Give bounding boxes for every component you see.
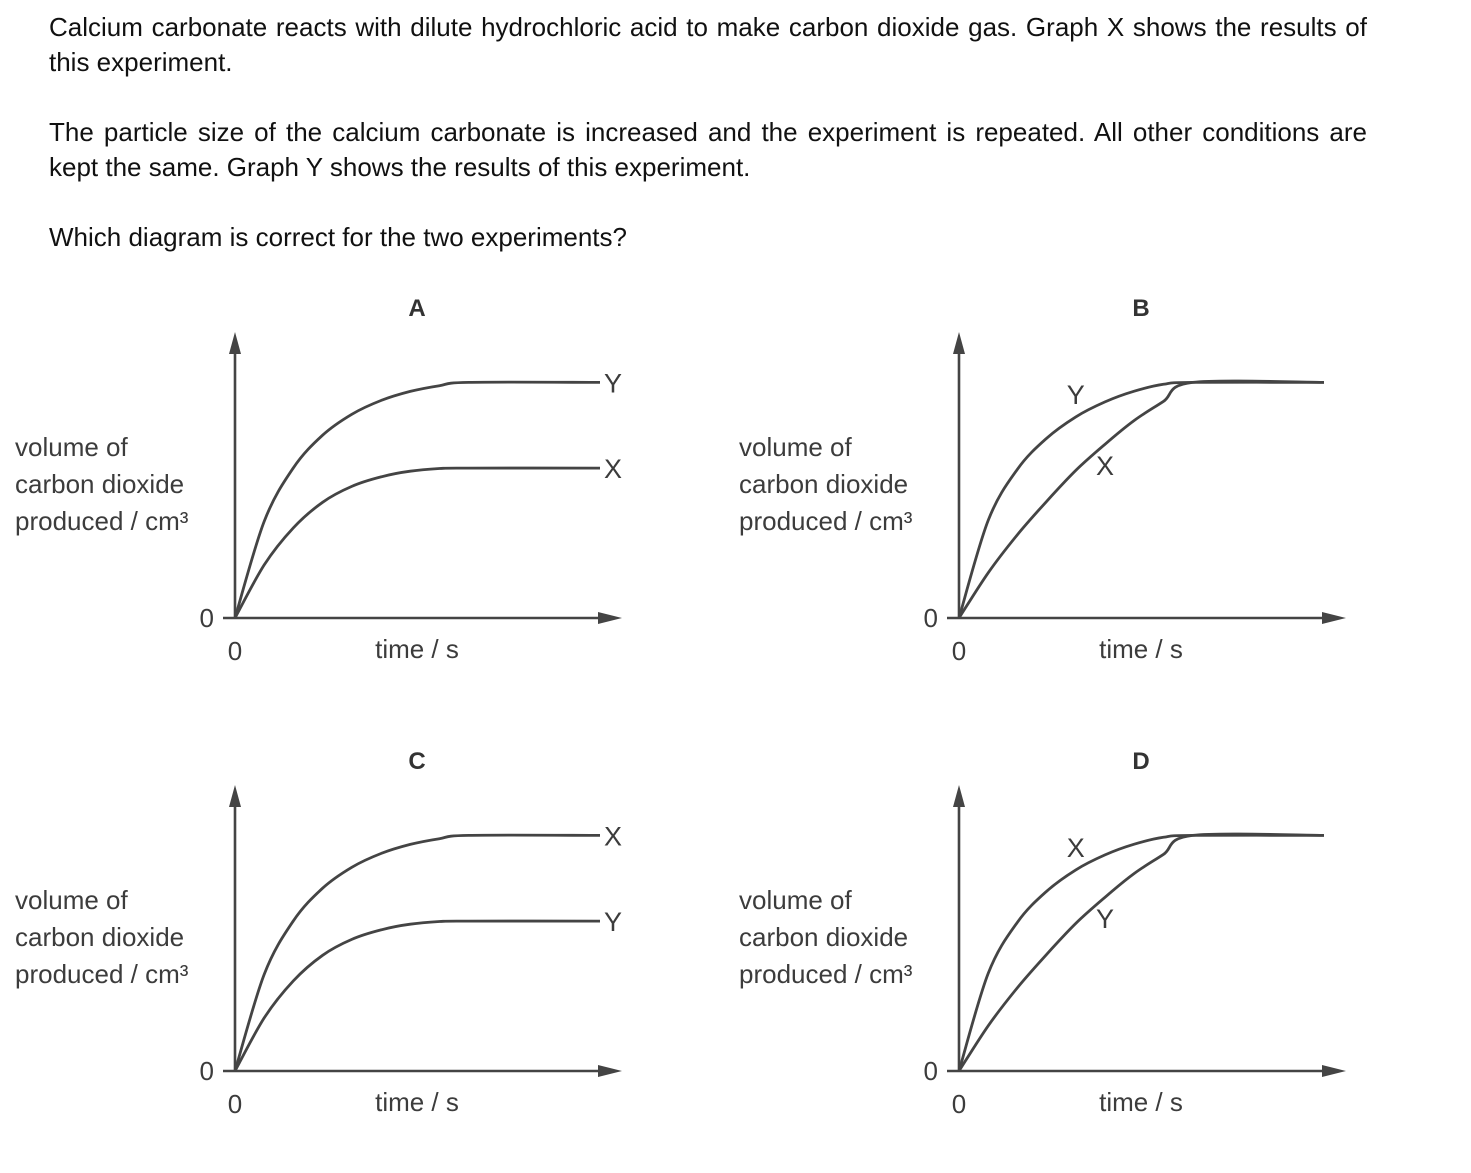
series-label-y: Y [1095,904,1115,935]
series-line-y [235,382,600,618]
y-axis-arrow-icon [229,785,241,807]
option-letter: A [408,295,426,322]
series-label-x: X [604,821,623,852]
series-line-x [959,381,1324,618]
y-axis-arrow-icon [953,332,965,354]
y-axis-label-line: carbon dioxide [739,922,909,952]
y-axis-label-line: carbon dioxide [15,922,185,952]
series-line-x [235,468,600,618]
question-paragraph-1: Calcium carbonate reacts with dilute hydrochloric acid to make carbon dioxide gas. Graph X shows the results of this experiment. [49,12,1367,77]
series-line-x [959,832,1324,1071]
x-origin-label: 0 [951,636,967,666]
y-axis-label-line: carbon dioxide [739,469,909,499]
graph-option-c [0,743,640,1173]
series-label-x: X [604,454,623,485]
y-origin-label: 0 [923,603,938,633]
y-axis-label-line: produced / cm³ [739,506,913,536]
y-origin-label: 0 [199,1056,214,1086]
series-label-y: Y [1066,379,1085,410]
series-line-y [959,379,1324,618]
x-axis-arrow-icon [598,1065,622,1077]
y-axis-label-line: volume of [739,885,852,915]
y-axis-label-line: carbon dioxide [15,469,185,499]
option-letter: B [1132,295,1150,322]
series-line-x [235,835,600,1071]
series-label-y: Y [604,368,623,399]
option-letter: C [408,748,426,775]
x-axis-arrow-icon [598,612,622,624]
y-origin-label: 0 [923,1056,938,1086]
x-origin-label: 0 [227,636,243,666]
question-prompt: Which diagram is correct for the two experiments? [49,222,627,252]
option-letter: D [1132,748,1150,775]
y-axis-label-line: volume of [739,432,852,462]
x-axis-label: time / s [1099,634,1183,664]
x-axis-arrow-icon [1322,1065,1346,1077]
question-paragraph-2: The particle size of the calcium carbonate is increased and the experiment is repeated. All other conditions are kept the same. Graph Y shows the results of this experiment. [49,117,1367,182]
x-origin-label: 0 [951,1089,967,1119]
graph-option-a [0,290,640,720]
y-axis-label-line: volume of [15,432,128,462]
x-axis-arrow-icon [1322,612,1346,624]
y-origin-label: 0 [199,603,214,633]
y-axis-label-line: volume of [15,885,128,915]
y-axis-arrow-icon [229,332,241,354]
graph-option-b [724,290,1364,720]
y-axis-label-line: produced / cm³ [739,959,913,989]
x-axis-label: time / s [375,1087,459,1117]
graph-option-d [724,743,1364,1173]
y-axis-arrow-icon [953,785,965,807]
series-label-y: Y [604,907,623,938]
x-origin-label: 0 [227,1089,243,1119]
series-line-y [235,921,600,1071]
series-label-x: X [1095,451,1115,482]
x-axis-label: time / s [375,634,459,664]
series-line-y [959,834,1324,1071]
y-axis-label-line: produced / cm³ [15,959,189,989]
x-axis-label: time / s [1099,1087,1183,1117]
series-label-x: X [1066,832,1085,863]
y-axis-label-line: produced / cm³ [15,506,189,536]
